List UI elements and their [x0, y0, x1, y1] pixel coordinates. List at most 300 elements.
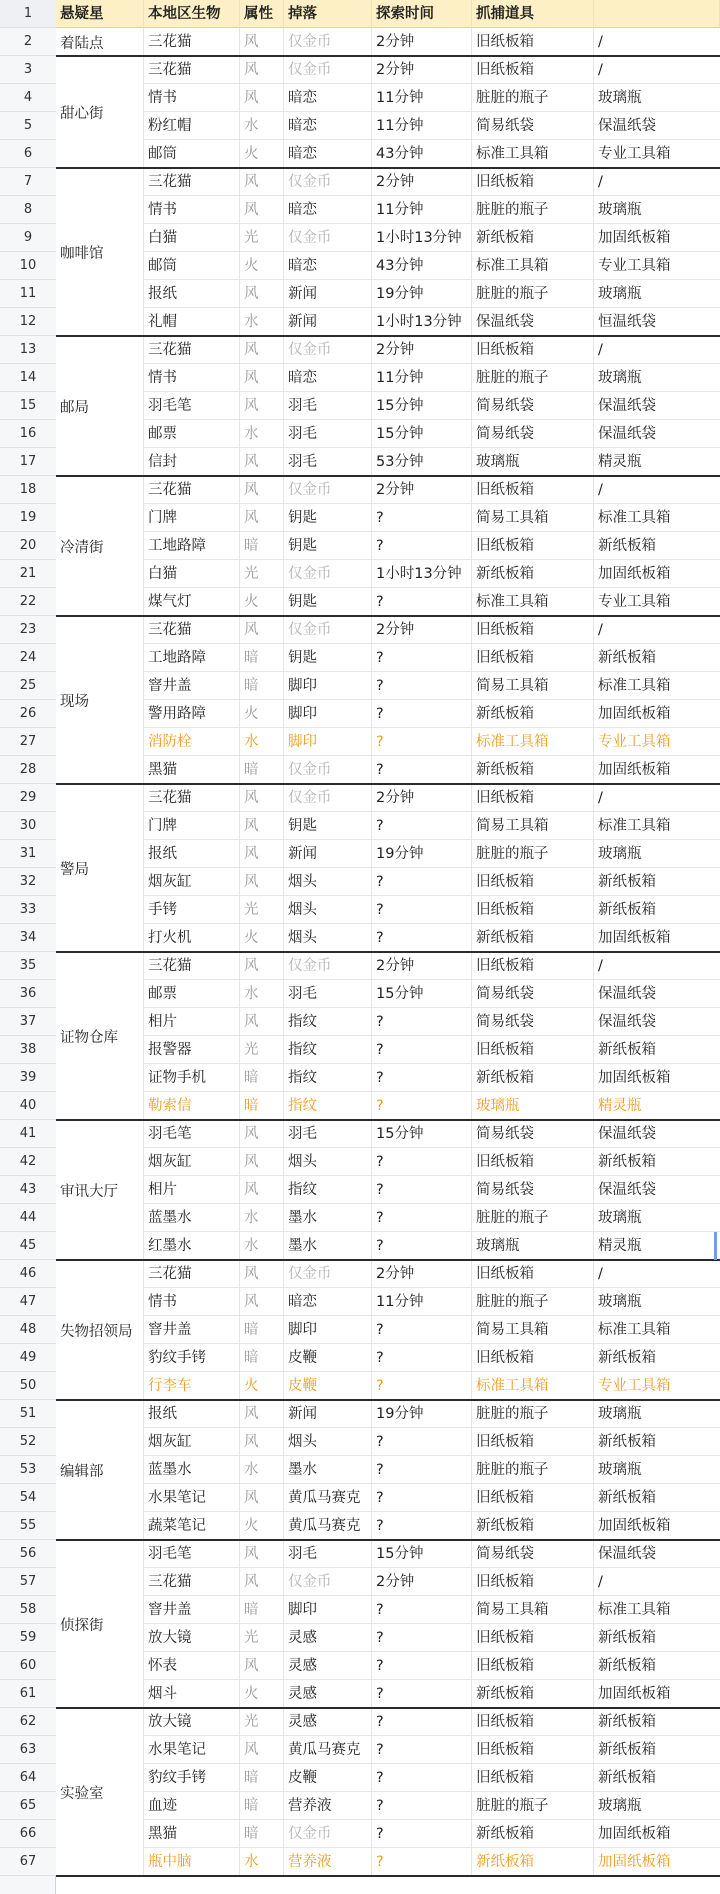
creature-cell[interactable]: 三花猫	[144, 28, 240, 56]
region-merged-cell[interactable]: 证物仓库	[56, 953, 144, 1120]
creature-cell[interactable]: 报纸	[144, 840, 240, 868]
capture-tool-cell[interactable]: 旧纸板箱	[472, 476, 594, 504]
drop-cell[interactable]: 指纹	[284, 1036, 372, 1064]
explore-time-cell[interactable]: ?	[372, 1624, 472, 1652]
capture-tool-cell[interactable]: 旧纸板箱	[472, 56, 594, 84]
capture-tool-cell[interactable]: 旧纸板箱	[472, 1428, 594, 1456]
capture-tool-upgrade-cell[interactable]: 新纸板箱	[594, 896, 720, 924]
capture-tool-upgrade-cell[interactable]: /	[594, 952, 720, 980]
drop-cell[interactable]: 钥匙	[284, 504, 372, 532]
creature-cell[interactable]: 工地路障	[144, 644, 240, 672]
creature-cell[interactable]: 瓶中脑	[144, 1848, 240, 1876]
capture-tool-cell[interactable]: 旧纸板箱	[472, 1708, 594, 1736]
region-merged-cell[interactable]: 警局	[56, 785, 144, 952]
row-number[interactable]: 55	[0, 1512, 56, 1540]
region-merged-cell[interactable]: 着陆点	[56, 29, 144, 56]
capture-tool-upgrade-cell[interactable]: 加固纸板箱	[594, 756, 720, 784]
capture-tool-upgrade-cell[interactable]: 新纸板箱	[594, 1652, 720, 1680]
creature-cell[interactable]: 邮票	[144, 420, 240, 448]
capture-tool-cell[interactable]: 旧纸板箱	[472, 1624, 594, 1652]
row-number[interactable]: 47	[0, 1288, 56, 1316]
drop-cell[interactable]: 烟头	[284, 924, 372, 952]
explore-time-cell[interactable]: ?	[372, 1456, 472, 1484]
attribute-cell[interactable]: 暗	[240, 1792, 284, 1820]
explore-time-cell[interactable]: ?	[372, 1036, 472, 1064]
row-number[interactable]: 2	[0, 28, 56, 56]
attribute-cell[interactable]: 水	[240, 308, 284, 336]
capture-tool-cell[interactable]: 脏脏的瓶子	[472, 1204, 594, 1232]
creature-cell[interactable]: 报纸	[144, 280, 240, 308]
capture-tool-upgrade-cell[interactable]: 玻璃瓶	[594, 1456, 720, 1484]
capture-tool-cell[interactable]: 玻璃瓶	[472, 1092, 594, 1120]
explore-time-cell[interactable]: ?	[372, 504, 472, 532]
capture-tool-upgrade-cell[interactable]: 玻璃瓶	[594, 1400, 720, 1428]
row-number[interactable]: 27	[0, 728, 56, 756]
row-number[interactable]: 61	[0, 1680, 56, 1708]
drop-cell[interactable]: 黄瓜马赛克	[284, 1484, 372, 1512]
explore-time-cell[interactable]: ?	[372, 1092, 472, 1120]
creature-cell[interactable]: 工地路障	[144, 532, 240, 560]
capture-tool-upgrade-cell[interactable]: /	[594, 56, 720, 84]
drop-cell[interactable]: 营养液	[284, 1792, 372, 1820]
attribute-cell[interactable]: 风	[240, 504, 284, 532]
capture-tool-upgrade-cell[interactable]: /	[594, 1260, 720, 1288]
attribute-cell[interactable]: 风	[240, 56, 284, 84]
capture-tool-upgrade-cell[interactable]: 玻璃瓶	[594, 840, 720, 868]
explore-time-cell[interactable]: ?	[372, 1204, 472, 1232]
row-number[interactable]: 15	[0, 392, 56, 420]
attribute-cell[interactable]: 暗	[240, 1316, 284, 1344]
capture-tool-upgrade-cell[interactable]: 玻璃瓶	[594, 1792, 720, 1820]
attribute-cell[interactable]: 风	[240, 952, 284, 980]
capture-tool-upgrade-cell[interactable]: 玻璃瓶	[594, 1204, 720, 1232]
row-number[interactable]: 43	[0, 1176, 56, 1204]
capture-tool-cell[interactable]: 新纸板箱	[472, 224, 594, 252]
attribute-cell[interactable]: 暗	[240, 1820, 284, 1848]
explore-time-cell[interactable]: ?	[372, 1848, 472, 1876]
row-number[interactable]: 58	[0, 1596, 56, 1624]
explore-time-cell[interactable]: ?	[372, 1428, 472, 1456]
capture-tool-upgrade-cell[interactable]: 新纸板箱	[594, 1344, 720, 1372]
creature-cell[interactable]: 报纸	[144, 1400, 240, 1428]
attribute-cell[interactable]: 风	[240, 812, 284, 840]
capture-tool-cell[interactable]: 脏脏的瓶子	[472, 364, 594, 392]
capture-tool-cell[interactable]: 新纸板箱	[472, 756, 594, 784]
creature-cell[interactable]: 烟灰缸	[144, 1428, 240, 1456]
explore-time-cell[interactable]: ?	[372, 756, 472, 784]
drop-cell[interactable]: 仅金币	[284, 28, 372, 56]
creature-cell[interactable]: 信封	[144, 448, 240, 476]
row-number[interactable]: 31	[0, 840, 56, 868]
capture-tool-upgrade-cell[interactable]: 精灵瓶	[594, 448, 720, 476]
capture-tool-cell[interactable]: 标准工具箱	[472, 140, 594, 168]
row-number[interactable]: 4	[0, 84, 56, 112]
creature-cell[interactable]: 烟斗	[144, 1680, 240, 1708]
row-number[interactable]: 12	[0, 308, 56, 336]
capture-tool-upgrade-cell[interactable]: 玻璃瓶	[594, 364, 720, 392]
explore-time-cell[interactable]: ?	[372, 1316, 472, 1344]
attribute-cell[interactable]: 暗	[240, 1092, 284, 1120]
attribute-cell[interactable]: 暗	[240, 1596, 284, 1624]
region-merged-cell[interactable]: 编辑部	[56, 1401, 144, 1540]
capture-tool-cell[interactable]: 简易纸袋	[472, 392, 594, 420]
drop-cell[interactable]: 羽毛	[284, 1540, 372, 1568]
capture-tool-cell[interactable]: 标准工具箱	[472, 1372, 594, 1400]
capture-tool-upgrade-cell[interactable]: 新纸板箱	[594, 1148, 720, 1176]
row-number[interactable]: 22	[0, 588, 56, 616]
explore-time-cell[interactable]: ?	[372, 672, 472, 700]
drop-cell[interactable]: 仅金币	[284, 56, 372, 84]
capture-tool-cell[interactable]: 脏脏的瓶子	[472, 840, 594, 868]
explore-time-cell[interactable]: ?	[372, 1064, 472, 1092]
creature-cell[interactable]: 三花猫	[144, 1260, 240, 1288]
creature-cell[interactable]: 警用路障	[144, 700, 240, 728]
capture-tool-upgrade-cell[interactable]: 加固纸板箱	[594, 1512, 720, 1540]
creature-cell[interactable]: 情书	[144, 1288, 240, 1316]
drop-cell[interactable]: 暗恋	[284, 252, 372, 280]
creature-cell[interactable]: 邮票	[144, 980, 240, 1008]
row-number[interactable]: 65	[0, 1792, 56, 1820]
row-number[interactable]: 50	[0, 1372, 56, 1400]
drop-cell[interactable]: 黄瓜马赛克	[284, 1736, 372, 1764]
drop-cell[interactable]: 脚印	[284, 728, 372, 756]
capture-tool-cell[interactable]: 旧纸板箱	[472, 952, 594, 980]
explore-time-cell[interactable]: ?	[372, 644, 472, 672]
capture-tool-cell[interactable]: 脏脏的瓶子	[472, 1400, 594, 1428]
row-number[interactable]: 33	[0, 896, 56, 924]
capture-tool-cell[interactable]: 旧纸板箱	[472, 28, 594, 56]
row-number[interactable]: 36	[0, 980, 56, 1008]
attribute-cell[interactable]: 风	[240, 168, 284, 196]
explore-time-cell[interactable]: ?	[372, 812, 472, 840]
row-number[interactable]: 59	[0, 1624, 56, 1652]
attribute-cell[interactable]: 风	[240, 1568, 284, 1596]
attribute-cell[interactable]: 风	[240, 616, 284, 644]
row-number[interactable]: 39	[0, 1064, 56, 1092]
capture-tool-cell[interactable]: 新纸板箱	[472, 1680, 594, 1708]
capture-tool-upgrade-cell[interactable]: 加固纸板箱	[594, 224, 720, 252]
region-merged-cell[interactable]: 现场	[56, 617, 144, 784]
drop-cell[interactable]: 皮鞭	[284, 1764, 372, 1792]
creature-cell[interactable]: 报警器	[144, 1036, 240, 1064]
capture-tool-cell[interactable]: 旧纸板箱	[472, 868, 594, 896]
attribute-cell[interactable]: 火	[240, 1512, 284, 1540]
drop-cell[interactable]: 灵感	[284, 1680, 372, 1708]
capture-tool-upgrade-cell[interactable]: /	[594, 476, 720, 504]
drop-cell[interactable]: 暗恋	[284, 196, 372, 224]
capture-tool-cell[interactable]: 新纸板箱	[472, 1512, 594, 1540]
capture-tool-upgrade-cell[interactable]: 加固纸板箱	[594, 924, 720, 952]
attribute-cell[interactable]: 风	[240, 392, 284, 420]
capture-tool-cell[interactable]: 简易纸袋	[472, 1540, 594, 1568]
creature-cell[interactable]: 勒索信	[144, 1092, 240, 1120]
drop-cell[interactable]: 仅金币	[284, 168, 372, 196]
creature-cell[interactable]: 相片	[144, 1176, 240, 1204]
explore-time-cell[interactable]: 2分钟	[372, 28, 472, 56]
row-number[interactable]: 29	[0, 784, 56, 812]
capture-tool-cell[interactable]: 简易工具箱	[472, 1316, 594, 1344]
row-number[interactable]: 30	[0, 812, 56, 840]
capture-tool-cell[interactable]: 旧纸板箱	[472, 532, 594, 560]
region-merged-cell[interactable]: 实验室	[56, 1709, 144, 1876]
capture-tool-cell[interactable]: 旧纸板箱	[472, 168, 594, 196]
capture-tool-cell[interactable]: 旧纸板箱	[472, 1148, 594, 1176]
attribute-cell[interactable]: 风	[240, 1540, 284, 1568]
explore-time-cell[interactable]: ?	[372, 1652, 472, 1680]
capture-tool-cell[interactable]: 旧纸板箱	[472, 784, 594, 812]
explore-time-cell[interactable]: ?	[372, 532, 472, 560]
creature-cell[interactable]: 窨井盖	[144, 1316, 240, 1344]
explore-time-cell[interactable]: 2分钟	[372, 1260, 472, 1288]
drop-cell[interactable]: 仅金币	[284, 224, 372, 252]
creature-cell[interactable]: 水果笔记	[144, 1484, 240, 1512]
capture-tool-cell[interactable]: 简易纸袋	[472, 1008, 594, 1036]
attribute-cell[interactable]: 水	[240, 1848, 284, 1876]
capture-tool-upgrade-cell[interactable]: 新纸板箱	[594, 1036, 720, 1064]
creature-cell[interactable]: 蓝墨水	[144, 1456, 240, 1484]
capture-tool-upgrade-cell[interactable]: 标准工具箱	[594, 504, 720, 532]
attribute-cell[interactable]: 风	[240, 1400, 284, 1428]
attribute-cell[interactable]: 暗	[240, 644, 284, 672]
drop-cell[interactable]: 暗恋	[284, 84, 372, 112]
creature-cell[interactable]: 礼帽	[144, 308, 240, 336]
row-number[interactable]: 46	[0, 1260, 56, 1288]
drop-cell[interactable]: 灵感	[284, 1652, 372, 1680]
drop-cell[interactable]: 羽毛	[284, 448, 372, 476]
attribute-cell[interactable]: 风	[240, 1176, 284, 1204]
capture-tool-upgrade-cell[interactable]: 专业工具箱	[594, 728, 720, 756]
creature-cell[interactable]: 行李车	[144, 1372, 240, 1400]
attribute-cell[interactable]: 风	[240, 1736, 284, 1764]
explore-time-cell[interactable]: ?	[372, 588, 472, 616]
drop-cell[interactable]: 新闻	[284, 1400, 372, 1428]
drop-cell[interactable]: 羽毛	[284, 1120, 372, 1148]
explore-time-cell[interactable]: 2分钟	[372, 1568, 472, 1596]
capture-tool-upgrade-cell[interactable]: /	[594, 168, 720, 196]
row-number[interactable]: 17	[0, 448, 56, 476]
explore-time-cell[interactable]: ?	[372, 1764, 472, 1792]
drop-cell[interactable]: 新闻	[284, 280, 372, 308]
attribute-cell[interactable]: 火	[240, 1680, 284, 1708]
attribute-cell[interactable]: 水	[240, 112, 284, 140]
drop-cell[interactable]: 皮鞭	[284, 1344, 372, 1372]
drop-cell[interactable]: 指纹	[284, 1008, 372, 1036]
capture-tool-cell[interactable]: 新纸板箱	[472, 1820, 594, 1848]
capture-tool-upgrade-cell[interactable]: 精灵瓶	[594, 1092, 720, 1120]
row-number[interactable]: 16	[0, 420, 56, 448]
drop-cell[interactable]: 仅金币	[284, 784, 372, 812]
row-number[interactable]: 35	[0, 952, 56, 980]
explore-time-cell[interactable]: 2分钟	[372, 616, 472, 644]
drop-cell[interactable]: 羽毛	[284, 420, 372, 448]
capture-tool-upgrade-cell[interactable]: 标准工具箱	[594, 1316, 720, 1344]
capture-tool-upgrade-cell[interactable]: 玻璃瓶	[594, 196, 720, 224]
capture-tool-cell[interactable]: 简易纸袋	[472, 420, 594, 448]
capture-tool-cell[interactable]: 旧纸板箱	[472, 896, 594, 924]
explore-time-cell[interactable]: 19分钟	[372, 840, 472, 868]
capture-tool-upgrade-cell[interactable]: 新纸板箱	[594, 644, 720, 672]
capture-tool-cell[interactable]: 旧纸板箱	[472, 1484, 594, 1512]
row-number[interactable]: 34	[0, 924, 56, 952]
drop-cell[interactable]: 脚印	[284, 1596, 372, 1624]
capture-tool-cell[interactable]: 旧纸板箱	[472, 1344, 594, 1372]
row-number[interactable]: 19	[0, 504, 56, 532]
creature-cell[interactable]: 三花猫	[144, 476, 240, 504]
attribute-cell[interactable]: 风	[240, 1260, 284, 1288]
region-merged-cell[interactable]: 失物招领局	[56, 1261, 144, 1400]
explore-time-cell[interactable]: 2分钟	[372, 476, 472, 504]
drop-cell[interactable]: 暗恋	[284, 140, 372, 168]
attribute-cell[interactable]: 风	[240, 84, 284, 112]
capture-tool-cell[interactable]: 脏脏的瓶子	[472, 84, 594, 112]
row-number[interactable]: 5	[0, 112, 56, 140]
attribute-cell[interactable]: 风	[240, 1148, 284, 1176]
creature-cell[interactable]: 豹纹手铐	[144, 1344, 240, 1372]
creature-cell[interactable]: 三花猫	[144, 616, 240, 644]
attribute-cell[interactable]: 风	[240, 336, 284, 364]
explore-time-cell[interactable]: ?	[372, 1484, 472, 1512]
attribute-cell[interactable]: 火	[240, 700, 284, 728]
capture-tool-upgrade-cell[interactable]: 专业工具箱	[594, 1372, 720, 1400]
capture-tool-cell[interactable]: 新纸板箱	[472, 700, 594, 728]
explore-time-cell[interactable]: 11分钟	[372, 1288, 472, 1316]
creature-cell[interactable]: 黑猫	[144, 1820, 240, 1848]
row-number[interactable]: 24	[0, 644, 56, 672]
attribute-cell[interactable]: 水	[240, 1456, 284, 1484]
capture-tool-upgrade-cell[interactable]: 新纸板箱	[594, 1736, 720, 1764]
creature-cell[interactable]: 三花猫	[144, 168, 240, 196]
header-cell-capture-tool[interactable]: 抓捕道具	[472, 0, 594, 28]
capture-tool-upgrade-cell[interactable]: 标准工具箱	[594, 672, 720, 700]
region-merged-cell[interactable]: 审讯大厅	[56, 1121, 144, 1260]
explore-time-cell[interactable]: ?	[372, 1680, 472, 1708]
capture-tool-upgrade-cell[interactable]: 精灵瓶	[594, 1232, 720, 1260]
attribute-cell[interactable]: 火	[240, 252, 284, 280]
drop-cell[interactable]: 钥匙	[284, 644, 372, 672]
creature-cell[interactable]: 白猫	[144, 224, 240, 252]
explore-time-cell[interactable]: ?	[372, 1344, 472, 1372]
capture-tool-cell[interactable]: 简易工具箱	[472, 1596, 594, 1624]
attribute-cell[interactable]: 风	[240, 1652, 284, 1680]
attribute-cell[interactable]: 暗	[240, 756, 284, 784]
explore-time-cell[interactable]: ?	[372, 1148, 472, 1176]
explore-time-cell[interactable]: 19分钟	[372, 280, 472, 308]
capture-tool-upgrade-cell[interactable]: 保温纸袋	[594, 1008, 720, 1036]
attribute-cell[interactable]: 水	[240, 980, 284, 1008]
explore-time-cell[interactable]: 53分钟	[372, 448, 472, 476]
capture-tool-upgrade-cell[interactable]: 标准工具箱	[594, 812, 720, 840]
drop-cell[interactable]: 墨水	[284, 1204, 372, 1232]
capture-tool-upgrade-cell[interactable]: 新纸板箱	[594, 1484, 720, 1512]
capture-tool-cell[interactable]: 保温纸袋	[472, 308, 594, 336]
drop-cell[interactable]: 仅金币	[284, 560, 372, 588]
drop-cell[interactable]: 仅金币	[284, 336, 372, 364]
capture-tool-cell[interactable]: 旧纸板箱	[472, 1764, 594, 1792]
capture-tool-cell[interactable]: 玻璃瓶	[472, 448, 594, 476]
attribute-cell[interactable]: 风	[240, 280, 284, 308]
explore-time-cell[interactable]: 1小时13分钟	[372, 224, 472, 252]
attribute-cell[interactable]: 火	[240, 924, 284, 952]
header-cell-planet[interactable]: 悬疑星	[56, 0, 144, 28]
attribute-cell[interactable]: 风	[240, 1484, 284, 1512]
creature-cell[interactable]: 邮筒	[144, 252, 240, 280]
capture-tool-cell[interactable]: 脏脏的瓶子	[472, 280, 594, 308]
explore-time-cell[interactable]: 15分钟	[372, 420, 472, 448]
drop-cell[interactable]: 仅金币	[284, 1260, 372, 1288]
capture-tool-cell[interactable]: 新纸板箱	[472, 1848, 594, 1876]
creature-cell[interactable]: 三花猫	[144, 952, 240, 980]
capture-tool-cell[interactable]: 简易纸袋	[472, 1120, 594, 1148]
drop-cell[interactable]: 指纹	[284, 1092, 372, 1120]
capture-tool-upgrade-cell[interactable]: 保温纸袋	[594, 420, 720, 448]
explore-time-cell[interactable]: ?	[372, 1820, 472, 1848]
capture-tool-cell[interactable]: 旧纸板箱	[472, 1260, 594, 1288]
drop-cell[interactable]: 烟头	[284, 1428, 372, 1456]
explore-time-cell[interactable]: ?	[372, 700, 472, 728]
header-cell-explore-time[interactable]: 探索时间	[372, 0, 472, 28]
row-number[interactable]: 7	[0, 168, 56, 196]
explore-time-cell[interactable]: 2分钟	[372, 784, 472, 812]
explore-time-cell[interactable]: 11分钟	[372, 84, 472, 112]
creature-cell[interactable]: 羽毛笔	[144, 1120, 240, 1148]
row-number[interactable]: 42	[0, 1148, 56, 1176]
creature-cell[interactable]: 怀表	[144, 1652, 240, 1680]
capture-tool-upgrade-cell[interactable]: 新纸板箱	[594, 1764, 720, 1792]
attribute-cell[interactable]: 水	[240, 420, 284, 448]
capture-tool-upgrade-cell[interactable]: 专业工具箱	[594, 140, 720, 168]
explore-time-cell[interactable]: 11分钟	[372, 364, 472, 392]
explore-time-cell[interactable]: 15分钟	[372, 1540, 472, 1568]
capture-tool-cell[interactable]: 脏脏的瓶子	[472, 1288, 594, 1316]
explore-time-cell[interactable]: 43分钟	[372, 252, 472, 280]
row-number[interactable]: 45	[0, 1232, 56, 1260]
row-number[interactable]: 51	[0, 1400, 56, 1428]
attribute-cell[interactable]: 暗	[240, 532, 284, 560]
drop-cell[interactable]: 暗恋	[284, 1288, 372, 1316]
explore-time-cell[interactable]: 11分钟	[372, 196, 472, 224]
capture-tool-upgrade-cell[interactable]: 恒温纸袋	[594, 308, 720, 336]
row-number[interactable]: 41	[0, 1120, 56, 1148]
capture-tool-cell[interactable]: 简易纸袋	[472, 112, 594, 140]
row-number[interactable]: 67	[0, 1848, 56, 1876]
header-cell-capture-tool-2[interactable]	[594, 0, 720, 28]
row-number[interactable]: 3	[0, 56, 56, 84]
drop-cell[interactable]: 烟头	[284, 1148, 372, 1176]
row-number[interactable]: 54	[0, 1484, 56, 1512]
explore-time-cell[interactable]: 15分钟	[372, 980, 472, 1008]
creature-cell[interactable]: 邮筒	[144, 140, 240, 168]
capture-tool-cell[interactable]: 简易纸袋	[472, 980, 594, 1008]
creature-cell[interactable]: 三花猫	[144, 336, 240, 364]
explore-time-cell[interactable]: ?	[372, 1232, 472, 1260]
creature-cell[interactable]: 红墨水	[144, 1232, 240, 1260]
attribute-cell[interactable]: 风	[240, 840, 284, 868]
explore-time-cell[interactable]: 43分钟	[372, 140, 472, 168]
attribute-cell[interactable]: 风	[240, 1008, 284, 1036]
creature-cell[interactable]: 豹纹手铐	[144, 1764, 240, 1792]
drop-cell[interactable]: 新闻	[284, 840, 372, 868]
creature-cell[interactable]: 煤气灯	[144, 588, 240, 616]
capture-tool-upgrade-cell[interactable]: /	[594, 784, 720, 812]
capture-tool-upgrade-cell[interactable]: 加固纸板箱	[594, 1820, 720, 1848]
attribute-cell[interactable]: 火	[240, 140, 284, 168]
creature-cell[interactable]: 手铐	[144, 896, 240, 924]
capture-tool-upgrade-cell[interactable]: 保温纸袋	[594, 980, 720, 1008]
attribute-cell[interactable]: 风	[240, 448, 284, 476]
creature-cell[interactable]: 血迹	[144, 1792, 240, 1820]
creature-cell[interactable]: 消防栓	[144, 728, 240, 756]
capture-tool-upgrade-cell[interactable]: 玻璃瓶	[594, 84, 720, 112]
